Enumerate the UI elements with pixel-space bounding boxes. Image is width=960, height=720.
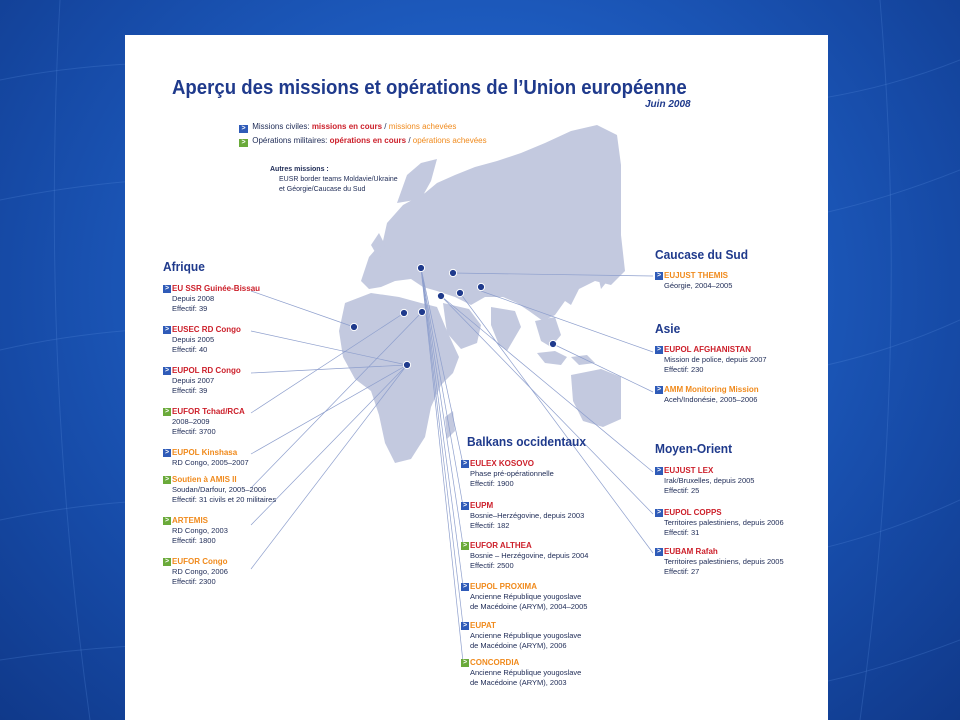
mission-item <box>163 325 276 355</box>
mission-name: EUPOL RD Congo <box>172 366 241 375</box>
mission-detail: Géorgie, 2004–2005 <box>664 281 733 290</box>
mission-detail: Territoires palestiniens, depuis 2005 <box>664 557 784 566</box>
mission-name: EUJUST LEX <box>664 466 714 475</box>
mission-name: EUFOR ALTHEA <box>470 541 532 550</box>
other-missions-line: EUSR border teams Moldavie/Ukraine <box>279 176 398 183</box>
region-caucase-title: Caucase du Sud <box>655 247 749 262</box>
mission-name: CONCORDIA <box>470 658 520 667</box>
region-caucase-list <box>655 271 732 291</box>
mission-detail: Effectif: 27 <box>664 567 700 576</box>
mission-detail: Effectif: 2300 <box>172 577 216 586</box>
mission-item <box>655 385 767 405</box>
region-moyen-orient-title: Moyen-Orient <box>655 441 733 456</box>
mission-item <box>461 658 588 688</box>
mission-name: ARTEMIS <box>172 516 208 525</box>
mission-detail: Effectif: 2500 <box>470 561 514 570</box>
mission-item <box>655 547 784 577</box>
mission-detail: Depuis 2005 <box>172 335 215 344</box>
mission-detail: RD Congo, 2003 <box>172 526 228 535</box>
mission-detail: de Macédoine (ARYM), 2003 <box>470 678 567 687</box>
mission-detail: Effectif: 31 <box>664 528 700 537</box>
mission-detail: Aceh/Indonésie, 2005–2006 <box>664 395 758 404</box>
australia-land <box>571 369 621 427</box>
region-moyen-orient-list <box>655 466 784 577</box>
civil-arrow-icon: > <box>164 449 170 456</box>
marker-balkans[interactable] <box>417 264 424 271</box>
mission-item <box>461 621 588 651</box>
mission-detail: 2008–2009 <box>172 417 210 426</box>
mission-item <box>461 501 588 531</box>
legend-military-row <box>239 136 487 150</box>
mission-detail: Bosnie – Herzégovine, depuis 2004 <box>470 551 589 560</box>
mission-detail: Mission de police, depuis 2007 <box>664 355 767 364</box>
marker-georgie[interactable] <box>449 269 456 276</box>
military-arrow-icon: > <box>462 659 468 666</box>
marker-palestine[interactable] <box>437 292 444 299</box>
mission-detail: Depuis 2007 <box>172 376 215 385</box>
mission-item <box>461 582 588 612</box>
civil-arrow-icon: > <box>656 467 662 474</box>
mission-detail: Effectif: 25 <box>664 486 700 495</box>
indochina-land <box>535 317 561 347</box>
region-afrique-list <box>163 284 276 587</box>
mission-detail: Ancienne République yougoslave <box>470 592 582 601</box>
civil-arrow-icon: > <box>656 272 662 279</box>
mission-name: EUFOR Congo <box>172 557 228 566</box>
mission-detail: Depuis 2008 <box>172 294 215 303</box>
civil-arrow-icon: > <box>164 326 170 333</box>
mission-detail: de Macédoine (ARYM), 2006 <box>470 641 567 650</box>
mission-detail: Ancienne République yougoslave <box>470 631 582 640</box>
military-arrow-icon: > <box>164 476 170 483</box>
mission-detail: Effectif: 1900 <box>470 479 514 488</box>
mission-item <box>655 508 784 538</box>
region-asie-list <box>655 345 767 405</box>
civil-arrow-icon: > <box>239 125 248 133</box>
mission-name: EUPOL Kinshasa <box>172 448 238 457</box>
legend-civil-row <box>239 122 487 136</box>
civil-arrow-icon: > <box>462 460 468 467</box>
mission-name: EU SSR Guinée-Bissau <box>172 284 261 293</box>
mission-map-sheet <box>125 35 828 720</box>
mission-detail: Effectif: 182 <box>470 521 510 530</box>
military-arrow-icon: > <box>239 139 248 147</box>
legend-separator: / <box>408 136 411 145</box>
mission-detail: Effectif: 39 <box>172 304 208 313</box>
other-missions-line: et Géorgie/Caucase du Sud <box>279 186 366 193</box>
mission-detail: Phase pré-opérationnelle <box>470 469 554 478</box>
region-balkans-list <box>461 459 588 688</box>
mission-name: EUFOR Tchad/RCA <box>172 407 245 416</box>
legend <box>239 122 487 150</box>
legend-military-ongoing: opérations en cours <box>329 136 407 145</box>
mission-item <box>461 459 588 489</box>
mission-name: EUJUST THEMIS <box>664 271 729 280</box>
marker-guinee-bissau[interactable] <box>350 323 357 330</box>
civil-arrow-icon: > <box>656 346 662 353</box>
civil-arrow-icon: > <box>164 285 170 292</box>
mission-name: AMM Monitoring Mission <box>664 385 759 394</box>
mission-name: EUBAM Rafah <box>664 547 718 556</box>
mission-detail: RD Congo, 2006 <box>172 567 228 576</box>
marker-tchad[interactable] <box>400 309 407 316</box>
europe-asia-land <box>361 125 625 321</box>
india-land <box>491 307 521 351</box>
mission-detail: Effectif: 40 <box>172 345 208 354</box>
mission-item <box>163 475 276 505</box>
legend-civil-done: missions achevées <box>388 122 457 131</box>
civil-arrow-icon: > <box>656 548 662 555</box>
military-arrow-icon: > <box>164 558 170 565</box>
mission-name: Soutien à AMIS II <box>172 475 237 484</box>
mission-detail: Bosnie–Herzégovine, depuis 2003 <box>470 511 585 520</box>
military-arrow-icon: > <box>164 517 170 524</box>
other-missions <box>270 165 398 195</box>
mission-item <box>163 448 276 468</box>
region-balkans-title: Balkans occidentaux <box>467 434 586 449</box>
marker-aceh[interactable] <box>549 340 556 347</box>
mission-item <box>163 557 276 587</box>
indonesia-land <box>537 351 595 365</box>
mission-detail: Effectif: 31 civils et 20 militaires <box>172 495 277 504</box>
legend-civil-ongoing: missions en cours <box>311 122 383 131</box>
legend-military-label: Opérations militaires: <box>252 136 328 145</box>
military-arrow-icon: > <box>462 542 468 549</box>
civil-arrow-icon: > <box>462 502 468 509</box>
mission-name: EUPM <box>470 501 494 510</box>
civil-arrow-icon: > <box>462 583 468 590</box>
mission-item <box>163 407 276 437</box>
mission-item <box>461 541 588 571</box>
mission-name: EUPAT <box>470 621 496 630</box>
mission-detail: RD Congo, 2005–2007 <box>172 458 249 467</box>
publication-date: Juin 2008 <box>645 99 691 110</box>
mission-name: EUPOL COPPS <box>664 508 722 517</box>
mission-item <box>655 271 732 291</box>
mission-detail: Irak/Bruxelles, depuis 2005 <box>664 476 755 485</box>
civil-arrow-icon: > <box>164 367 170 374</box>
mission-detail: Soudan/Darfour, 2005–2006 <box>172 485 267 494</box>
page-title: Aperçu des missions et opérations de l’Union européenne <box>172 77 687 99</box>
region-asie-title: Asie <box>655 321 681 336</box>
other-missions-heading: Autres missions : <box>270 166 329 173</box>
mission-detail: Effectif: 39 <box>172 386 208 395</box>
mission-detail: Effectif: 3700 <box>172 427 216 436</box>
mission-item <box>163 516 276 546</box>
mission-item <box>655 466 784 496</box>
mission-detail: de Macédoine (ARYM), 2004–2005 <box>470 602 588 611</box>
mission-item <box>163 366 276 396</box>
legend-separator: / <box>384 122 387 131</box>
military-arrow-icon: > <box>164 408 170 415</box>
legend-civil-label: Missions civiles: <box>252 122 310 131</box>
mission-name: EULEX KOSOVO <box>470 459 535 468</box>
marker-afghanistan[interactable] <box>477 283 484 290</box>
civil-arrow-icon: > <box>656 509 662 516</box>
marker-rd-congo[interactable] <box>403 361 410 368</box>
mission-item <box>655 345 767 375</box>
mission-item <box>163 284 276 314</box>
marker-soudan[interactable] <box>418 308 425 315</box>
mission-name: EUPOL PROXIMA <box>470 582 537 591</box>
mission-detail: Effectif: 230 <box>664 365 704 374</box>
civil-arrow-icon: > <box>656 386 662 393</box>
mission-detail: Ancienne République yougoslave <box>470 668 582 677</box>
region-afrique-title: Afrique <box>163 259 205 274</box>
civil-arrow-icon: > <box>462 622 468 629</box>
mission-name: EUSEC RD Congo <box>172 325 241 334</box>
mission-detail: Effectif: 1800 <box>172 536 216 545</box>
marker-irak[interactable] <box>456 289 463 296</box>
mission-name: EUPOL AFGHANISTAN <box>664 345 751 354</box>
legend-military-done: opérations achevées <box>412 136 487 145</box>
mission-detail: Territoires palestiniens, depuis 2006 <box>664 518 784 527</box>
